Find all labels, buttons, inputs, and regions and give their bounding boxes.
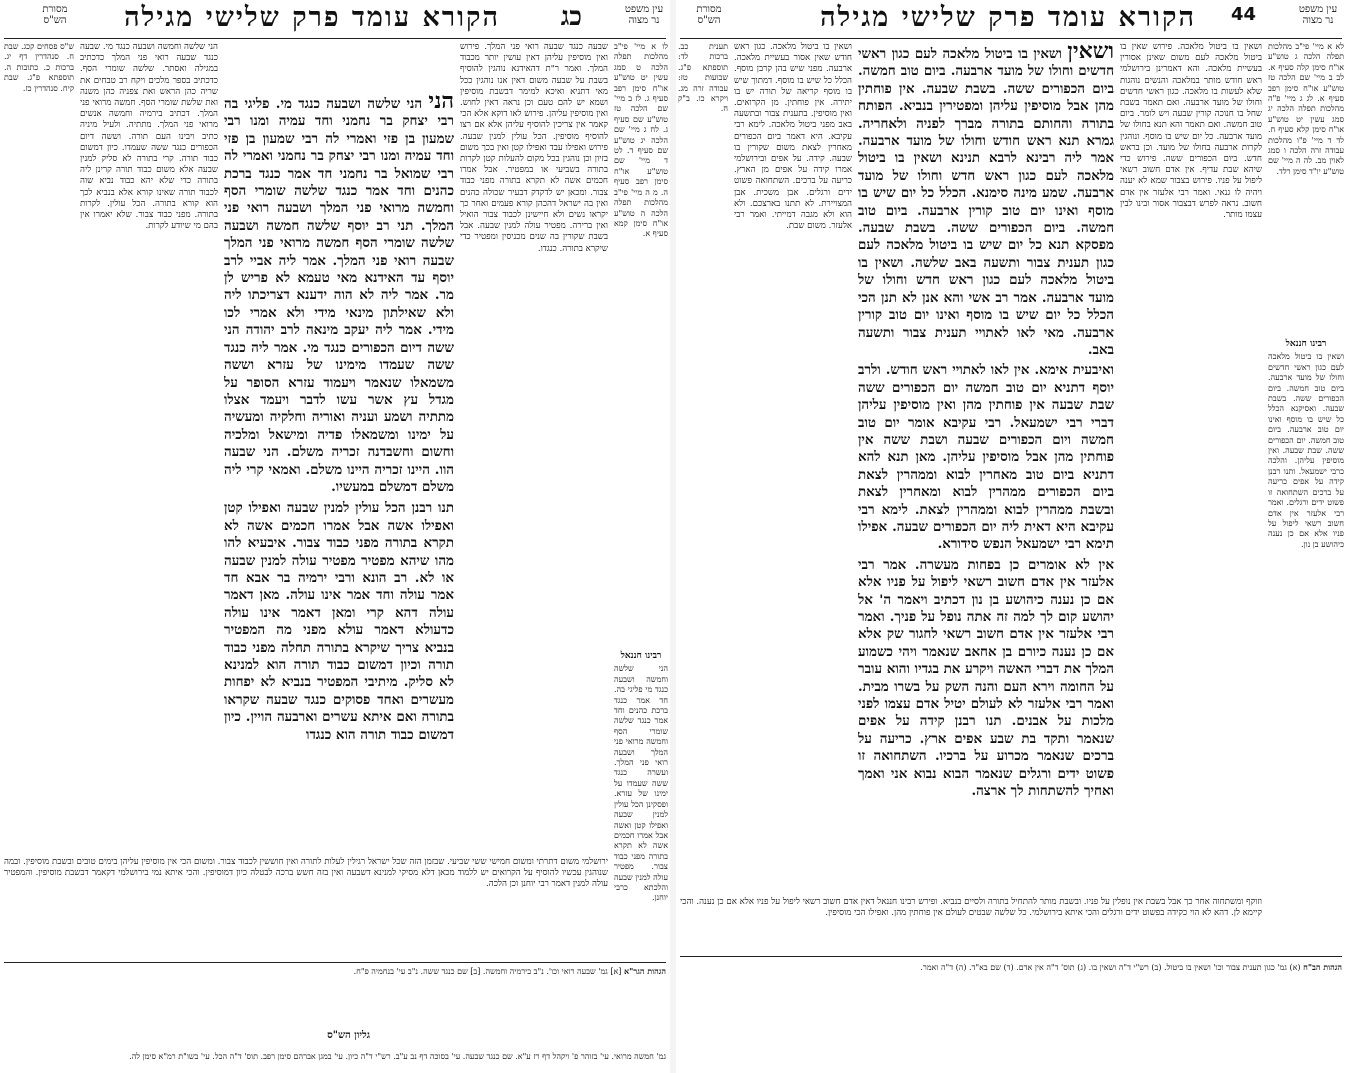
gemara-text-continued: תנו רבנן הכל עולין למנין שבעה ואפילו קטן ואפילו אשה אבל אמרו חכמים אשה לא תקרא בתורה מפני כבוד צבור. איבעיא להו מהו שיהא מפטיר מפטיר עולה למנין שבעה או לא. רב הונא ורבי ירמיה בר אבא חד אמר עולה וחד אמר אינו עולה. מאן דאמר עולה דהא קרי ומאן דאמר אינו עולה כדעולא דאמר עולא מפני מה המפטיר בנביא צריך שיקרא בתורה תחלה מפני כבוד תורה וכיון דמשום כבוד תורה הוא למנינא לא סליק. מיתיבי המפטיר בנביא לא יפחות מעשרים ואחד פסוקים כנגד שבעה שקראו בתורה ואם איתא עשרים וארבעה הויין. כיון דמשום כבוד תורה הוא כנגדו [224,500,454,743]
hagahot-title: הגהות הב"ח [1303,962,1342,972]
lower-commentary-text: וזוקף ומשתחוה אחר כך אבל בשבת אין נופלין על פניו. ובשבת מותר להתחיל בתורה ולסיים בנביא. ופירש רבינו חננאל דאין אדם חשוב רשאי ליפול על פניו אלא אם כן נענה. והכי קיימא לן. דהא לא הוי כקידה בפשוט ידים ורגלים והכי איתא בירושלמי. כל שלשה שבטים לעולם אין פוחתין מהן. ואפילו הכי מוסיפין. [680,896,1262,918]
rabbeinu-chananel-text: ושאין בו ביטול מלאכה לעם כגון ראשי חדשים וחולו של מועד ארבעה. ביום טוב חמשה. ביום הכפורים ששה. בשבת שבעה. ואסיקנא הכלל כל שיש בו מוסף ואינו יום טוב ארבעה. ביום טוב חמשה. יום הכפורים ששה. שבת שבעה. ואין מוסיפין עליהן. והלכה כרבי ישמעאל. ותנו רבנן קידה על אפים כריעה על ברכים השתחואה זו פשוט ידים ורגלים. ואמר רבי אלעזר אין אדם חשוב רשאי ליפול על פניו אלא אם כן נענה כיהושע בן נון. [1268,352,1344,549]
page-number: 44 [1230,4,1256,25]
gilyon-title: גליון הש"ס [327,1030,370,1041]
footnote-divider [4,962,666,963]
tosafot-text: ושאין בו ביטול מלאכה. פירוש שאין בו ביטול מלאכה לעם משום שאינן אסורין בעשיית מלאכה. והא דאמרינן בירושלמי ראש חודש מותר במלאכה והנשים נוהגות שלא לעשות בו מלאכה. כגון ראשי חדשים וחולו של מועד ארבעה. ואם תאמר בשבת שחל בו חנוכה קורין שבעה ויש לומר. ביום טוב חמשה. ואם תאמר והא תנא בחולו של מועד ארבעה. כל יום שיש בו מוסף. ונוהגין לקרות ארבעה בחולו של מועד. וכן בראש חדש. ביום הכפורים ששה. פירוש כדי שיהא שבת עדיף. אין אדם חשוב רשאי ליפול על פניו. פירוש בצבור שמא לא יענה ויהיה לו גנאי. ואמר רבי אלעזר אין אדם חשוב. נראה לפרש דבצבור אסור ובינו לבין עצמו מותר. [1120,42,1262,221]
gilyon-section [4,1044,666,1072]
tosafot-column [1120,42,1262,882]
rabbeinu-chananel-column [1268,336,1344,956]
footnote-divider [680,956,1342,957]
mesoret-label: מסורת הש"ס [42,4,68,26]
opening-word: ושאין [1067,40,1114,64]
page-title: הקורא עומד פרק שלישי מגילה [124,2,500,33]
rashi-text: ושאין בו ביטול מלאכה. כגון ראש חודש שאין אסור בעשיית מלאכה. ארבעה. מפני שיש בהן קרבן מוסף. הכלל כל שיש בו מוסף. דמתוך שיש בו מוסף קריאה של תורה יש בו יתירה. אין פוחתין. מן הקרואים. ואין מוסיפין. בתענית צבור ובתשעה באב מפני ביטול מלאכה. לימא רבי עקיבא. היא דאמר ביום הכפורים מאחרין לצאת משום שקורין בו שבעה. קידה. על אפים ובירושלמי אמרו קידה על אפים מן הארץ. כריעה על ברכים. השתחואה פשוט ידים ורגלים. אבן משכית. אבן המצויירת. לא תתנו בארצכם. ולא הוא ולא מגבה דמייתי. ואמר רבי אלעזר. משום שבת. [734,42,852,232]
tosafot-text: שבעה כנגד שבעה רואי פני המלך. פירוש ואין מוסיפין עליהן דאין עושין יותר מכבוד המלך. ואמר ר"ת דהאידנא נוהגין להוסיף בשבת על שבעה משום דאין אנו נוהגין ככל מאי דתניא ואיכא למימר דבשבת מוסיפין ושמא יש להם טעם וכן נראה דאין לחוש. ואין מוסיפין עליהן. פירוש לאו דוקא אלא הכי קאמר אין צריכין להוסיף עליהן אלא אם רצו להוסיף מוסיפין. הכל עולין למנין שבעה. פירוש ואפילו עבד ואפילו קטן ואין בכך משום בזיון וכן נוהגין בכל מקום להעלות קטן לקרות בתורה בשביעי או במפטיר. אבל אמרו חכמים אשה לא תקרא בתורה מפני כבוד צבור. ומכאן יש לדקדק דבעיר שכולה כהנים ואין בה ישראל דהכהן קורא פעמים ואחר כך יקראו נשים ולא חיישינן לכבוד צבור הואיל ואין ברירה. מפטיר עולה למנין שבעה. אבל בשבת שקורין בה שנים מכניסין ומפטיר כדי שיקרא בתורה. כנגדו. [460,42,608,254]
page-header [676,2,1346,36]
lower-commentary [680,888,1262,952]
mesoret-column [4,42,74,742]
gemara-text: הני שלשה ושבעה כנגד מי. פליגי בה רבי יצחק בר נחמני וחד עמיה ומנו רבי שמעון בן פזי ואמרי לה רבי שמעון בן פזי וחד עמיה ומנו רבי יצחק בר נחמני ואמרי לה רבי שמואל בר נחמני חד אמר כנגד ברכת כהנים וחד אמר כנגד שלשה שומרי הסף וחמשה מרואי פני המלך ושבעה רואי פני המלך. תני רב יוסף שלשה חמשה ושבעה שלשה שומרי הסף חמשה מרואי פני המלך שבעה רואי פני המלך. אמר ליה אביי לרב יוסף עד האידנא מאי טעמא לא פריש לן מר. אמר ליה לא הוה ידענא דצריכתו ליה ולא שאילתון מינאי מידי ולא אמרי לכו מידי. אמר ליה יעקב מינאה לרב יהודה הני ששה דיום הכפורים כנגד מי. אמר ליה כנגד ששה שעמדו מימינו של עזרא וששה משמאלו שנאמר ויעמוד עזרא הסופר על מגדל עץ אשר עשו לדבר ויעמד אצלו מתתיה ושמע ועניה ואוריה וחלקיה ומעשיה על ימינו ומשמאלו פדיה ומישאל ומלכיה וחשום וחשבדנה זכריה משלם. הני שבעה הוו. היינו זכריה היינו משלם. ואמאי קרי ליה משלם דמשלם במעשיו. [224,96,454,495]
mesoret-text: תענית כב. ברכות לד: תוספתא פ"ג. שבועות טז: עבודה זרה מג. ויקרא כו. ב"ק ח. [678,42,728,114]
lower-commentary-text: ירושלמי משום דתרתי ומשום חמישי ששי שביעי. שבזמן הזה שכל ישראל רגילין לעלות לתורה ואין חוששין לכבוד צבור. ומשום הכי אין מוסיפין עליהן בימים טובים ובשבת מוסיפין. ובמה שנוהגין עכשיו להוסיף על הקרואים יש ללמוד מכאן דלא מסיקי למנינא דשבעה ואין בזה חשש ברכה לבטלה כיון דמוסיפין. והכי איתא נמי בירושלמי דקאמר דבשבת מוסיפין. והמפטיר עולה למנין דאמר רבי יוחנן וכן הלכה. [4,856,608,889]
ein-mishpat-text: לו א מיי' פי"ב מהלכות תפלה הלכה ט סמג עשין יט טוש"ע או"ח סימן רפב סעיף ג. לז ב מיי' שם הלכה טז טוש"ע שם סעיף ג. לח ג מיי' שם הלכה יג טוש"ע שם סעיף ד. לט ד מיי' שם טוש"ע או"ח סימן רפב סעיף ה. מ ה מיי' פי"ב מהלכות תפלה הלכה ה טוש"ע או"ח סימן קמא סעיף א. [614,42,668,239]
header-divider [680,38,1342,39]
hagahot-text: (א) גמ' כגון תענית צבור וכו' ושאין בו ביטול. (ב) רש"י ד"ה ושאין בו. (ג) תוס' ד"ה אין אדם. (ד) שם בא"ד. (ה) ד"ה ואמר. [920,963,1301,972]
gemara-text-final: אין לא אומרים כן בפחות מעשרה. אמר רבי אלעזר אין אדם חשוב רשאי ליפול על פניו אלא אם כן נענה כיהושע בן נון דכתיב ויאמר ה' אל יהושע קום לך למה זה אתה נופל על פניך. ואמר רבי אלעזר אין אדם חשוב רשאי לחגור שק אלא אם כן נענה כיורם בן אחאב שנאמר ויהי כשמוע המלך את דברי האשה ויקרע את בגדיו והוא עובר על החומה וירא העם והנה השק על בשרו מבית. ואמר רבי אלעזר לא לעולם יטיל אדם עצמו לפני מלכות על אבנים. תנו רבנן קידה על אפים שנאמר ותקד בת שבע אפים ארץ. כריעה על ברכים שנאמר מכרוע על ברכיו. השתחואה זו פשוט ידים ורגלים שנאמר הבוא נבוא אני ואמך ואחיך להשתחות לך ארצה. [858,556,1114,800]
ein-mishpat-text: לא א מיי' פי"ב מהלכות תפלה הלכה ג טוש"ע או"ח סימן קלה סעיף א. לב ב מיי' שם הלכה טז טוש"ע או"ח סימן רפב סעיף א. לג ג מיי' פ"ה מהלכות תפלה הלכה יג סמג עשין יט טוש"ע או"ח סימן קלא סעיף ח. לד ד מיי' פ"ו מהלכות עבודה זרה הלכה ו סמג לאוין מב. לה ה מיי' שם טוש"ע יו"ד סימן רלד. [1268,42,1344,176]
daf-marker: כג [560,2,582,32]
ein-mishpat-column [1268,42,1344,332]
rashi-column [80,42,218,642]
opening-word: הני [428,90,454,114]
mesoret-column [678,42,728,882]
gemara-column [224,90,454,810]
right-page [676,0,1346,1073]
rabbeinu-chananel-title: רבינו חננאל [1285,339,1327,349]
rabbeinu-chananel-column [614,648,668,958]
gemara-column [858,40,1114,880]
gemara-text: ושאין בו ביטול מלאכה לעם כגון ראשי חדשים וחולו של מועד ארבעה. ביום טוב חמשה. ביום הכפורים ששה. בשבת שבעה. אין פוחתין מהן אבל מוסיפין עליהן ומפטירין בנביא. הפותח בתורה והחותם בתורה מברך לפניה ולאחריה. גמרא תנא ראש חודש וחולו של מועד ארבעה. אמר ליה רבינא לרבא תנינא ושאין בו ביטול מלאכה לעם כגון ראש חדש וחולו של מועד ארבעה. שמע מינה סימנא. הכלל כל יום שיש בו מוסף ואינו יום טוב קורין ארבעה. ביום טוב חמשה. ביום הכפורים ששה. בשבת שבעה. מפסקא תנא כל יום שיש בו ביטול מלאכה לעם כגון תענית צבור ותשעה באב שלשה. ושאין בו ביטול מלאכה לעם כגון ראש חדש וחולו של מועד ארבעה. אמר רב אשי והא אנן לא תנן הכי הכלל כל יום שיש בו מוסף ואינו יום טוב קורין ארבעה. מאי לאו לאתויי תענית צבור ותשעה באב. [858,46,1114,358]
rabbeinu-chananel-title: רבינו חננאל [620,651,662,661]
hagahot-title: הגהות הגר"א [623,966,666,976]
mesoret-text: ש"ס פסחים קכג. שבת ח. סנהדרין דף יג. ברכות כ. כתובות ה. תוספתא פ"ג. שבת קיח. סנהדרין כז. [4,42,74,93]
header-divider [4,38,666,39]
left-page [0,0,670,1073]
gilyon-text: גמ' חמשה מרואי. עי' בזוהר פ' ויקהל דף רז ע"א. שם כנגד שבעה. עי' בסוכה דף נב ע"ב. רש"י ד"ה כיון. עי' במגן אברהם סימן רפב. תוס' ד"ה הכל. עי' בשו"ת רמ"א סימן לה. [129,1052,666,1061]
mesoret-label: מסורת הש"ס [696,4,722,26]
ein-mishpat-label: עין משפט נר מצוה [1298,4,1338,26]
hagahot-section [4,966,666,1006]
gemara-text-continued: ואיבעית אימא. אין לאו לאתויי ראש חודש. ולרב יוסף דתניא יום טוב חמשה יום הכפורים ששה שבת שבעה אין פוחתין מהן ואין מוסיפין עליהן דברי רבי ישמעאל. רבי עקיבא אומר יום טוב חמשה ויום הכפורים שבעה ושבת ששה אין פוחתין מהן אבל מוסיפין עליהן. מאן תנא להא דתניא ביום טוב מאחרין לבוא וממהרין לצאת ביום הכפורים ממהרין לבוא ומאחרין לצאת ובשבת ממהרין לבוא וממהרין לצאת. לימא רבי עקיבא היא דאית ליה יום הכפורים שבעה. אפילו תימא רבי ישמעאל הנפש סידורא. [858,362,1114,553]
ein-mishpat-label: עין משפט נר מצוה [624,4,664,26]
tosafot-column [460,42,608,842]
hagahot-text: [א] גמ' שבעה רואי וכו'. נ"ב בירמיה וחמשה. [ב] שם כנגד ששה. נ"ב עי' בנחמיה פ"ח. [353,967,622,976]
hagahot-section [680,962,1342,992]
rabbeinu-chananel-text: הני שלשה וחמשה ושבעה כנגד מי פליגי בה. חד אמר כנגד ברכת כהנים וחד אמר כנגד שלשה שומרי הסף וחמשה מרואי פני המלך ושבעה רואי פני המלך. ועשרה כנגד ששה שעמדו על ימינו של עזרא. ופסקינן הכל עולין למנין שבעה ואפילו קטן ואשה אבל אמרו חכמים אשה לא תקרא בתורה מפני כבוד צבור. מפטיר עולה למנין שבעה והלכתא כרבי יוחנן. [614,664,668,903]
page-header [0,2,670,36]
page-title: הקורא עומד פרק שלישי מגילה [820,2,1196,33]
rashi-column [734,42,852,882]
rashi-text: הני שלשה וחמשה ושבעה כנגד מי. שבעה כנגד שבעה רואי פני המלך כדכתיב במגילה ואסתר. שלשה שומרי הסף. כדכתיב בספר מלכים ויקח רב טבחים את שריה כהן הראש ואת צפניה כהן משנה ואת שלשת שומרי הסף. חמשה מרואי פני המלך. דכתיב בירמיה וחמשה אנשים מרואי פני המלך. מתתיה. ולעיל מיניה כתיב ויבינו העם תורה. וששה דיום הכפורים כנגד ששה שעמדו. כיון דמשום כבוד תורה. קרי בתורה לא סליק למנין שבעה אלא משום כבוד תורה קרינן ליה בתורה כדי שלא יהא כבוד נביא שוה לכבוד תורה שאינו קורא אלא בנביא לכך הוא קורא בתורה. הכל עולין. לקרות בתורה. מפני כבוד צבור. שלא יאמרו אין בהם מי שיודע לקרות. [80,42,218,232]
lower-commentary [4,848,608,958]
ein-mishpat-column [614,42,668,642]
